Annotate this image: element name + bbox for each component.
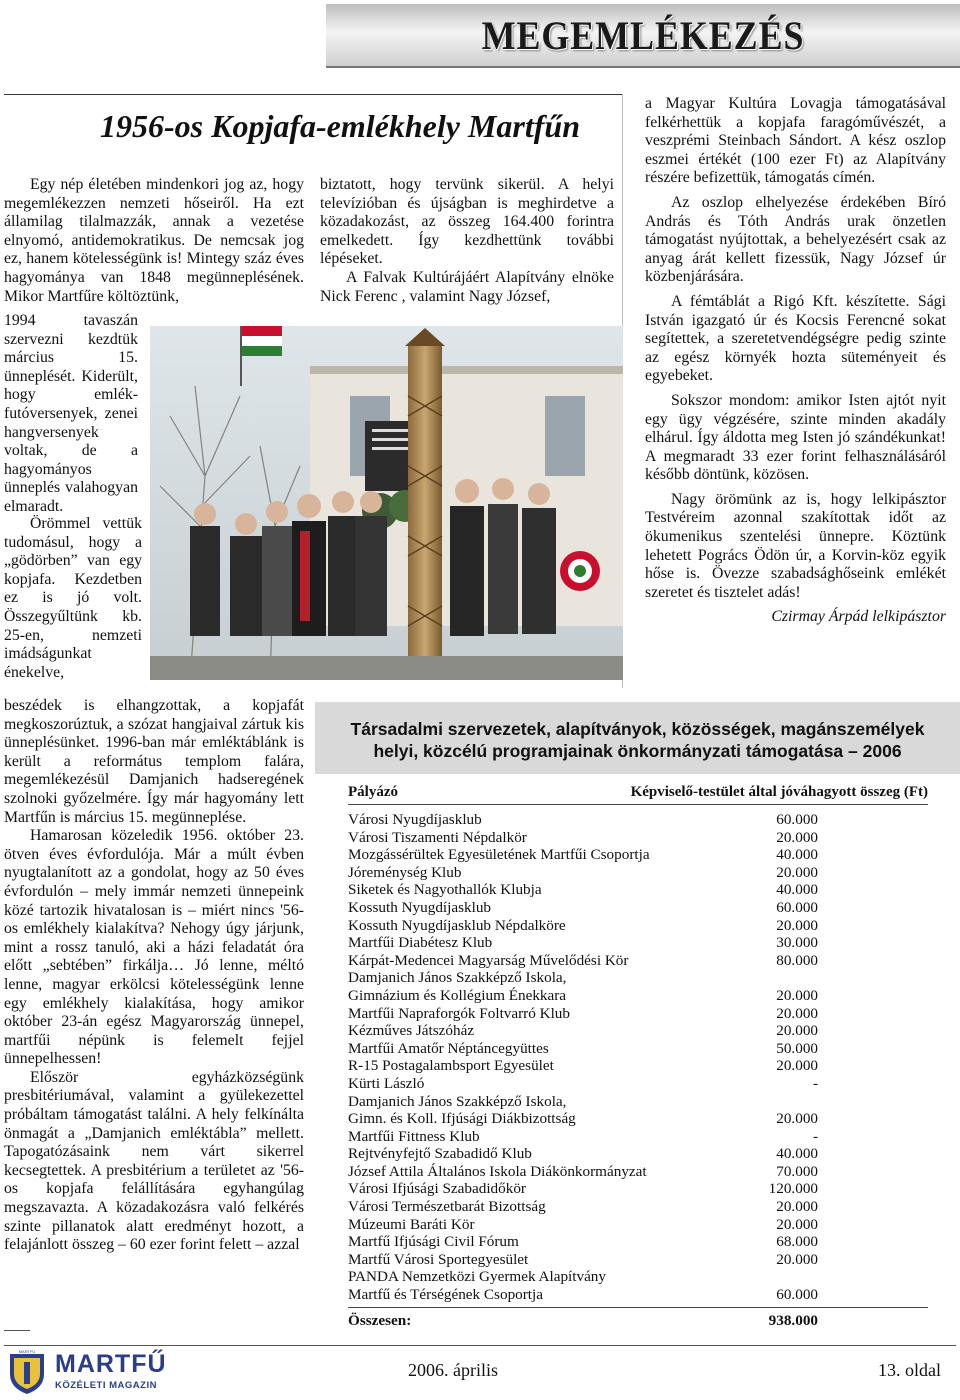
approved-amount: 30.000 xyxy=(776,934,818,952)
paragraph: Sokszor mondom: amikor Isten ajtót nyit egy ügy végzésére, szinte minden akadály elhárul. Így áldotta meg Isten jó szándékunkat! A megmaradt 33 ezer forint felhasználásáról később döntünk, közösen. xyxy=(645,391,946,484)
applicant-name: Városi Nyugdíjasklub xyxy=(348,811,482,828)
table-row xyxy=(348,1110,928,1128)
applicant-name: Martfűi Fittness Klub xyxy=(348,1127,480,1145)
approved-amount: 20.000 xyxy=(776,1250,818,1268)
paragraph: Örömmel vettük tudomásul, hogy a „gödörben” van egy kopjafa. Kezdetben ez is jó volt. Összegyűltünk kb. 25-en, nemzeti imádságunkat énekelve, xyxy=(4,515,142,681)
approved-amount: 20.000 xyxy=(776,916,818,934)
table-row xyxy=(348,881,928,899)
applicant-name: Városi Tiszamenti Népdalkör xyxy=(348,828,527,846)
support-table-title xyxy=(315,702,960,774)
table-row xyxy=(348,1022,928,1040)
applicant-name: Kossuth Nyugdíjasklub xyxy=(348,898,492,916)
table-row xyxy=(348,1251,928,1269)
table-row xyxy=(348,1145,928,1163)
table-row xyxy=(348,1163,928,1181)
approved-amount: 20.000 xyxy=(776,1057,818,1075)
approved-amount: 20.000 xyxy=(776,1110,818,1128)
support-table-rows xyxy=(348,811,928,1304)
table-row xyxy=(348,1286,928,1304)
table-row xyxy=(348,1057,928,1075)
table-row xyxy=(348,917,928,935)
approved-amount: 60.000 xyxy=(776,898,818,916)
approved-amount xyxy=(758,1268,818,1286)
approved-amount: 70.000 xyxy=(776,1162,818,1180)
applicant-name: Kézműves Játszóház xyxy=(348,1022,475,1040)
applicant-name: Városi Természetbarát Bizottság xyxy=(348,1198,546,1216)
paragraph: Az oszlop elhelyezése érdekében Bíró András és Tóth András urak önzetlen támogatást nyújtottak, a behelyezésért csak az anyag árát kellett fizessük, Nagy József úr közbenjárására. xyxy=(645,193,946,286)
support-table-title-line-1: Társadalmi szervezetek, alapítványok, közösségek, magánszemélyek xyxy=(350,719,925,739)
table-row xyxy=(348,1180,928,1198)
logo-wordmark: MARTFŰ xyxy=(55,1350,167,1378)
table-row xyxy=(348,1040,928,1058)
approved-amount xyxy=(758,1093,818,1111)
applicant-name: Jóreménység Klub xyxy=(348,863,462,881)
approved-amount: 20.000 xyxy=(776,1198,818,1216)
approved-amount: 20.000 xyxy=(776,863,818,881)
logo-top-text: MARTFŰ xyxy=(18,1350,36,1354)
coat-of-arms-icon xyxy=(4,1350,54,1395)
table-row xyxy=(348,952,928,970)
table-row xyxy=(348,829,928,847)
applicant-name: Martfű Ifjúsági Civil Fórum xyxy=(348,1233,519,1251)
table-row xyxy=(348,1075,928,1093)
applicant-name: Damjanich János Szakképző Iskola, xyxy=(348,1092,567,1110)
approved-amount: 80.000 xyxy=(776,951,818,969)
table-row xyxy=(348,1216,928,1234)
photo-illustration xyxy=(150,326,623,680)
table-row xyxy=(348,1233,928,1251)
table-row xyxy=(348,846,928,864)
applicant-name: József Attila Általános Iskola Diákönkormányzat xyxy=(348,1162,647,1180)
author-signature: Czirmay Árpád lelkipásztor xyxy=(771,608,946,626)
applicant-name: Martfű Városi Sportegyesület xyxy=(348,1250,529,1268)
footer-rule xyxy=(4,1345,956,1346)
applicant-name: Gimn. és Koll. Ifjúsági Diákbizottság xyxy=(348,1110,576,1128)
applicant-name: Kossuth Nyugdíjasklub Népdalköre xyxy=(348,916,566,934)
approved-amount: 20.000 xyxy=(776,1004,818,1022)
applicant-name: Gimnázium és Kollégium Énekkara xyxy=(348,986,567,1004)
logo-subtitle: KÖZÉLETI MAGAZIN xyxy=(55,1380,157,1391)
column-header-amount: Képviselő-testület által jóváhagyott összeg (Ft) xyxy=(630,784,928,800)
paragraph: Először egyházközségünk presbitériumával, valamint a gyülekezettel próbáltam támogatást találni. A hely felkínálta önmagát a „Damjanich emléktábla” mellett. Tapogatózásaink nem várt sikerrel kecsegtettek. A presbitérium a területet az '56-os kopjafa felállítására egyhangúlag megszavazta. A közadakozásra való felkérés szinte pillanatok alatt eredményt hozott, a felajánlott összeg – 60 ezer forint felett – azzal xyxy=(4,1068,304,1254)
approved-amount: 20.000 xyxy=(776,1022,818,1040)
support-table-total-row xyxy=(348,1307,928,1330)
table-row xyxy=(348,811,928,829)
applicant-name: Martfű és Térségének Csoportja xyxy=(348,1286,543,1304)
article-title: 1956-os Kopjafa-emlékhely Martfűn xyxy=(100,108,580,144)
applicant-name: Damjanich János Szakképző Iskola, xyxy=(348,969,567,987)
approved-amount: 60.000 xyxy=(776,1286,818,1304)
applicant-name: Martfűi Diabétesz Klub xyxy=(348,934,493,952)
paragraph: A Falvak Kultúrájáért Alapítvány elnöke Nick Ferenc , valamint Nagy József, xyxy=(320,268,614,305)
approved-amount: 40.000 xyxy=(776,846,818,864)
applicant-name: Kürti László xyxy=(348,1074,425,1092)
applicant-name: Martfűi Amatőr Néptáncegyüttes xyxy=(348,1039,549,1057)
table-row xyxy=(348,934,928,952)
approved-amount: 40.000 xyxy=(776,881,818,899)
approved-amount: 68.000 xyxy=(776,1233,818,1251)
paragraph: beszédek is elhangzottak, a kopjafát megkoszorúztuk, a szózat hangjaival zártuk kis ünneplésünket. 1996-ban már emléktáblánk is került a református templom falára, megemlékezésül Damjanich hadseregének szolnoki győzelmére. Így már hagyomány lett Martfűn is március 15. megünneplése. xyxy=(4,697,304,826)
total-amount: 938.000 xyxy=(768,1311,818,1329)
approved-amount: 50.000 xyxy=(776,1039,818,1057)
applicant-name: Martfűi Napraforgók Foltvarró Klub xyxy=(348,1004,570,1022)
table-row xyxy=(348,1128,928,1146)
title-rule xyxy=(4,94,622,95)
kopjafa-ceremony-photo xyxy=(150,326,623,680)
paragraph: Nagy örömünk az is, hogy lelkipásztor Testvéreim azonnal szakítottak időt az ökumenikus szentelési ünnepre. Köztünk lehetett Pogrács Ödön úr, a Korvin-köz egyik hőse is. Övezze szabadsághőseink emlékét szeretet és tisztelet adás! xyxy=(645,490,946,601)
article-column-1-wrap-a xyxy=(4,312,138,517)
table-row xyxy=(348,899,928,917)
article-column-2 xyxy=(320,176,614,306)
approved-amount: 120.000 xyxy=(768,1180,818,1198)
total-label: Összesen: xyxy=(348,1311,412,1329)
applicant-name: Kárpát-Medencei Magyarság Művelődési Kör xyxy=(348,951,629,969)
approved-amount: - xyxy=(812,1127,818,1145)
approved-amount: 20.000 xyxy=(776,986,818,1004)
applicant-name: PANDA Nemzetközi Gyermek Alapítvány xyxy=(348,1268,606,1286)
column-header-applicant: Pályázó xyxy=(348,784,398,800)
approved-amount xyxy=(758,969,818,987)
article-column-1-bottom xyxy=(4,697,304,1255)
paragraph: A fémtáblát a Rigó Kft. készítette. Sági István igazgató úr és Kocsis Ferencné sokat segítettek, a szeretetvendégségre pedig szinte az egész környék hozta süteményeit és egyebeket. xyxy=(645,292,946,385)
table-row xyxy=(348,1198,928,1216)
article-column-3 xyxy=(645,95,946,633)
applicant-name: Múzeumi Baráti Kör xyxy=(348,1215,475,1233)
table-row xyxy=(348,969,928,987)
support-table-header xyxy=(348,784,928,805)
approved-amount: - xyxy=(812,1074,818,1092)
article-column-1-top xyxy=(4,176,304,306)
table-row xyxy=(348,987,928,1005)
footer-left-rule xyxy=(4,1330,30,1331)
approved-amount: 60.000 xyxy=(776,811,818,828)
issue-date: 2006. április xyxy=(408,1360,498,1380)
support-table-title-line-2: helyi, közcélú programjainak önkormányzati támogatása – 2006 xyxy=(373,741,902,761)
approved-amount: 20.000 xyxy=(776,828,818,846)
applicant-name: R-15 Postagalambsport Egyesület xyxy=(348,1057,554,1075)
table-row xyxy=(348,1093,928,1111)
applicant-name: Siketek és Nagyothallók Klubja xyxy=(348,881,542,899)
applicant-name: Mozgássérültek Egyesületének Martfűi Csoportja xyxy=(348,846,650,864)
page-number: 13. oldal xyxy=(878,1360,941,1380)
applicant-name: Rejtvényfejtő Szabadidő Klub xyxy=(348,1145,532,1163)
table-row xyxy=(348,1005,928,1023)
article-column-1-wrap-b xyxy=(4,515,142,682)
paragraph: 1994 tavaszán szervezni kezdtük március 15. ünneplését. Kiderült, hogy emlék-futóversenyek, zenei hangversenyek voltak, de a hagyományos ünneplés valahogyan elmaradt. xyxy=(4,312,138,515)
paragraph: Egy nép életében mindenkori jog az, hogy megemlékezzen nemzeti hőseiről. Ha ezt államilag tilalmazzák, annak a vezetése elnyomó, antidemokratikus. De nemcsak jog ez, hanem kötelességünk is! Mintegy száz éves hagyománya van 1848 megünneplésének. Mikor Martfűre költöztünk, xyxy=(4,176,304,305)
support-table xyxy=(348,784,928,1330)
paragraph: Hamarosan közeledik 1956. október 23. ötven éves évfordulója. Már a múlt évben nyugtalanított az a gondolat, hogy az 50 éves évfordulón – mely immár nemzeti ünnepeink közé tartozik hivatalosan is – miért nincs '56-os emlékhely kialakítva? Nehogy úgy járjunk, mint a rossz tanuló, aki a házi feladatát óra előtt „sebtében” firkálja… Jó lenne, méltó lenne, magyar erkölcsi kötelességünk lenne egy emlékhely kialakítása, hogy amikor október 23-án egész Magyarország ünnepel, martfűi népünk is felemelt fejjel ünnepelhessen! xyxy=(4,827,304,1068)
approved-amount: 40.000 xyxy=(776,1145,818,1163)
paragraph: a Magyar Kultúra Lovagja támogatásával felkérhettük a kopjafa faragóművészét, a veszprémi Steinbach Sándort. A kész oszlop eszmei értékét (100 ezer Ft) az Alapítvány részére befizettük, támogatás címén. xyxy=(645,95,946,187)
applicant-name: Városi Ifjúsági Szabadidőkör xyxy=(348,1180,526,1198)
approved-amount: 20.000 xyxy=(776,1215,818,1233)
section-title: MEGEMLÉKEZÉS xyxy=(481,13,805,58)
table-row xyxy=(348,1268,928,1286)
table-row xyxy=(348,864,928,882)
paragraph: biztatott, hogy tervünk sikerül. A helyi televízióban és újságban is meghirdetve a közadakozást, az összeg 164.400 forintra emelkedett. Így kezdhettünk további lépéseket. xyxy=(320,176,614,268)
